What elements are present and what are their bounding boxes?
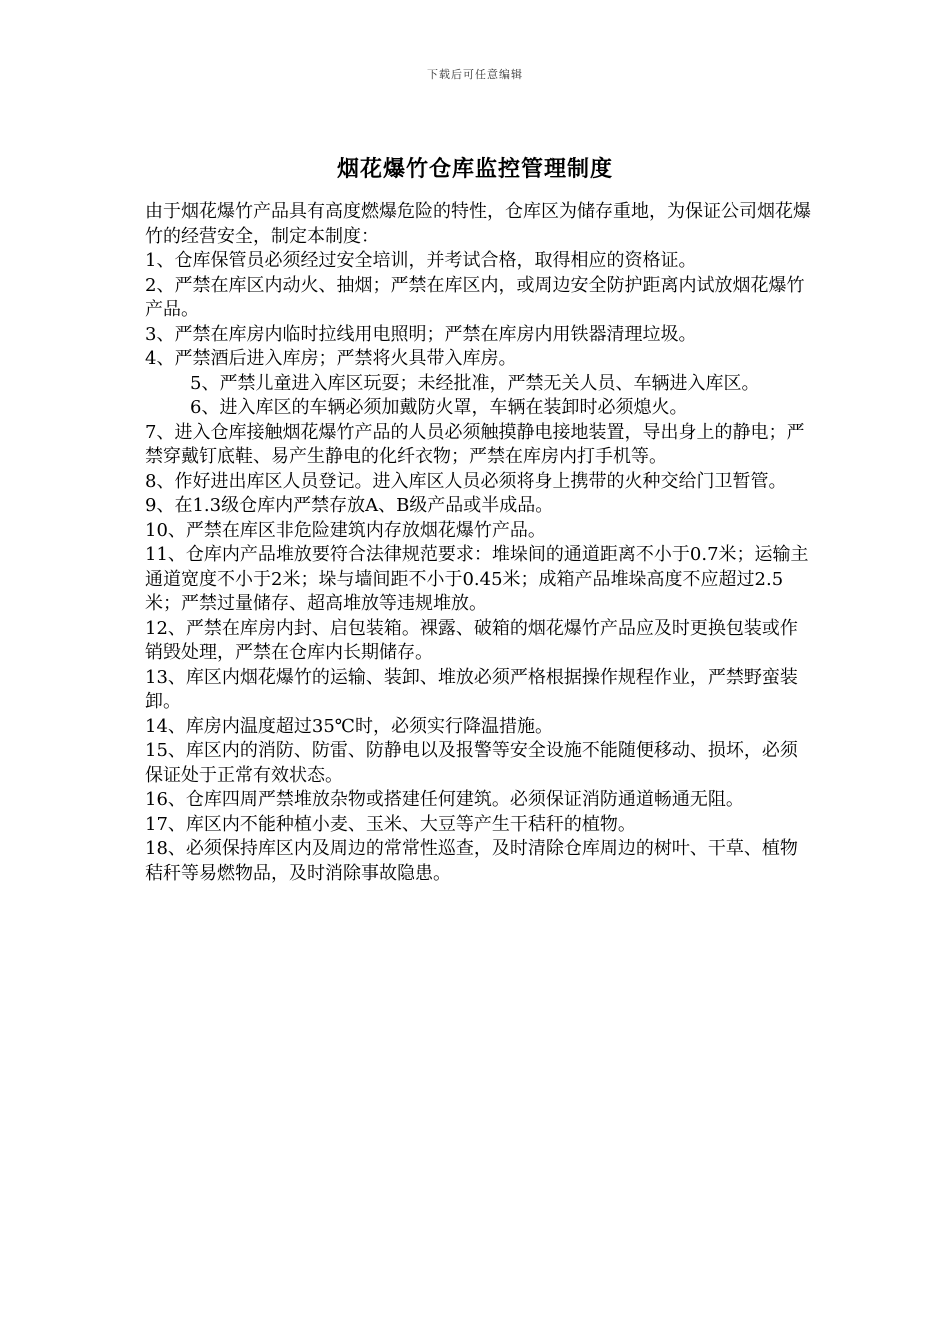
- rule-item-6: 6、进入库区的车辆必须加戴防火罩，车辆在装卸时必须熄火。: [190, 397, 688, 418]
- rule-item-5: 5、严禁儿童进入库区玩耍；未经批准，严禁无关人员、车辆进入库区。: [190, 372, 760, 394]
- rule-item-7: 7、进入仓库接触烟花爆竹产品的人员必须触摸静电接地装置，导出身上的静电；严禁穿戴钉底鞋、易产生静电的化纤衣物；严禁在库房内打手机等。: [145, 421, 805, 467]
- rule-item-13: 13、库区内烟花爆竹的运输、装卸、堆放必须严格根据操作规程作业，严禁野蛮装卸。: [145, 666, 798, 712]
- rule-item-16: 16、仓库四周严禁堆放杂物或搭建任何建筑。必须保证消防通道畅通无阻。: [145, 789, 744, 810]
- rule-item-3: 3、严禁在库房内临时拉线用电照明；严禁在库房内用铁器清理垃圾。: [145, 323, 697, 345]
- rule-item-9: 9、在1.3级仓库内严禁存放A、B级产品或半成品。: [145, 495, 554, 516]
- document-body: [145, 200, 815, 886]
- rule-item-2: 2、严禁在库区内动火、抽烟；严禁在库区内，或周边安全防护距离内试放烟花爆竹产品。: [145, 274, 805, 320]
- rule-item-1: 1、仓库保管员必须经过安全培训，并考试合格，取得相应的资格证。: [145, 250, 697, 271]
- rule-item-17: 17、库区内不能种植小麦、玉米、大豆等产生干秸秆的植物。: [145, 813, 636, 835]
- page-header-note: 下载后可任意编辑: [427, 68, 523, 81]
- rule-item-10: 10、严禁在库区非危险建筑内存放烟花爆竹产品。: [145, 519, 546, 541]
- rule-item-4: 4、严禁酒后进入库房；严禁将火具带入库房。: [145, 348, 517, 369]
- rule-item-15: 15、库区内的消防、防雷、防静电以及报警等安全设施不能随便移动、损坏，必须保证处于正常有效状态。: [145, 740, 798, 786]
- document-title: 烟花爆竹仓库监控管理制度: [336, 156, 613, 182]
- rule-item-8: 8、作好进出库区人员登记。进入库区人员必须将身上携带的火种交给门卫暂管。: [145, 470, 787, 492]
- intro-paragraph: 由于烟花爆竹产品具有高度燃爆危险的特性，仓库区为储存重地，为保证公司烟花爆竹的经营安全，制定本制度：: [145, 201, 811, 247]
- rule-item-14: 14、库房内温度超过35℃时，必须实行降温措施。: [145, 715, 553, 737]
- rule-item-18: 18、必须保持库区内及周边的常常性巡查，及时清除仓库周边的树叶、干草、植物秸秆等易燃物品，及时消除事故隐患。: [145, 838, 798, 884]
- rule-item-12: 12、严禁在库房内封、启包装箱。裸露、破箱的烟花爆竹产品应及时更换包装或作销毁处理，严禁在仓库内长期储存。: [145, 617, 798, 663]
- rule-item-11: 11、仓库内产品堆放要符合法律规范要求：堆垛间的通道距离不小于0.7米；运输主通道宽度不小于2米；垛与墙间距不小于0.45米；成箱产品堆垛高度不应超过2.5米；严禁过量储存、超高堆放等违规堆放。: [145, 544, 809, 614]
